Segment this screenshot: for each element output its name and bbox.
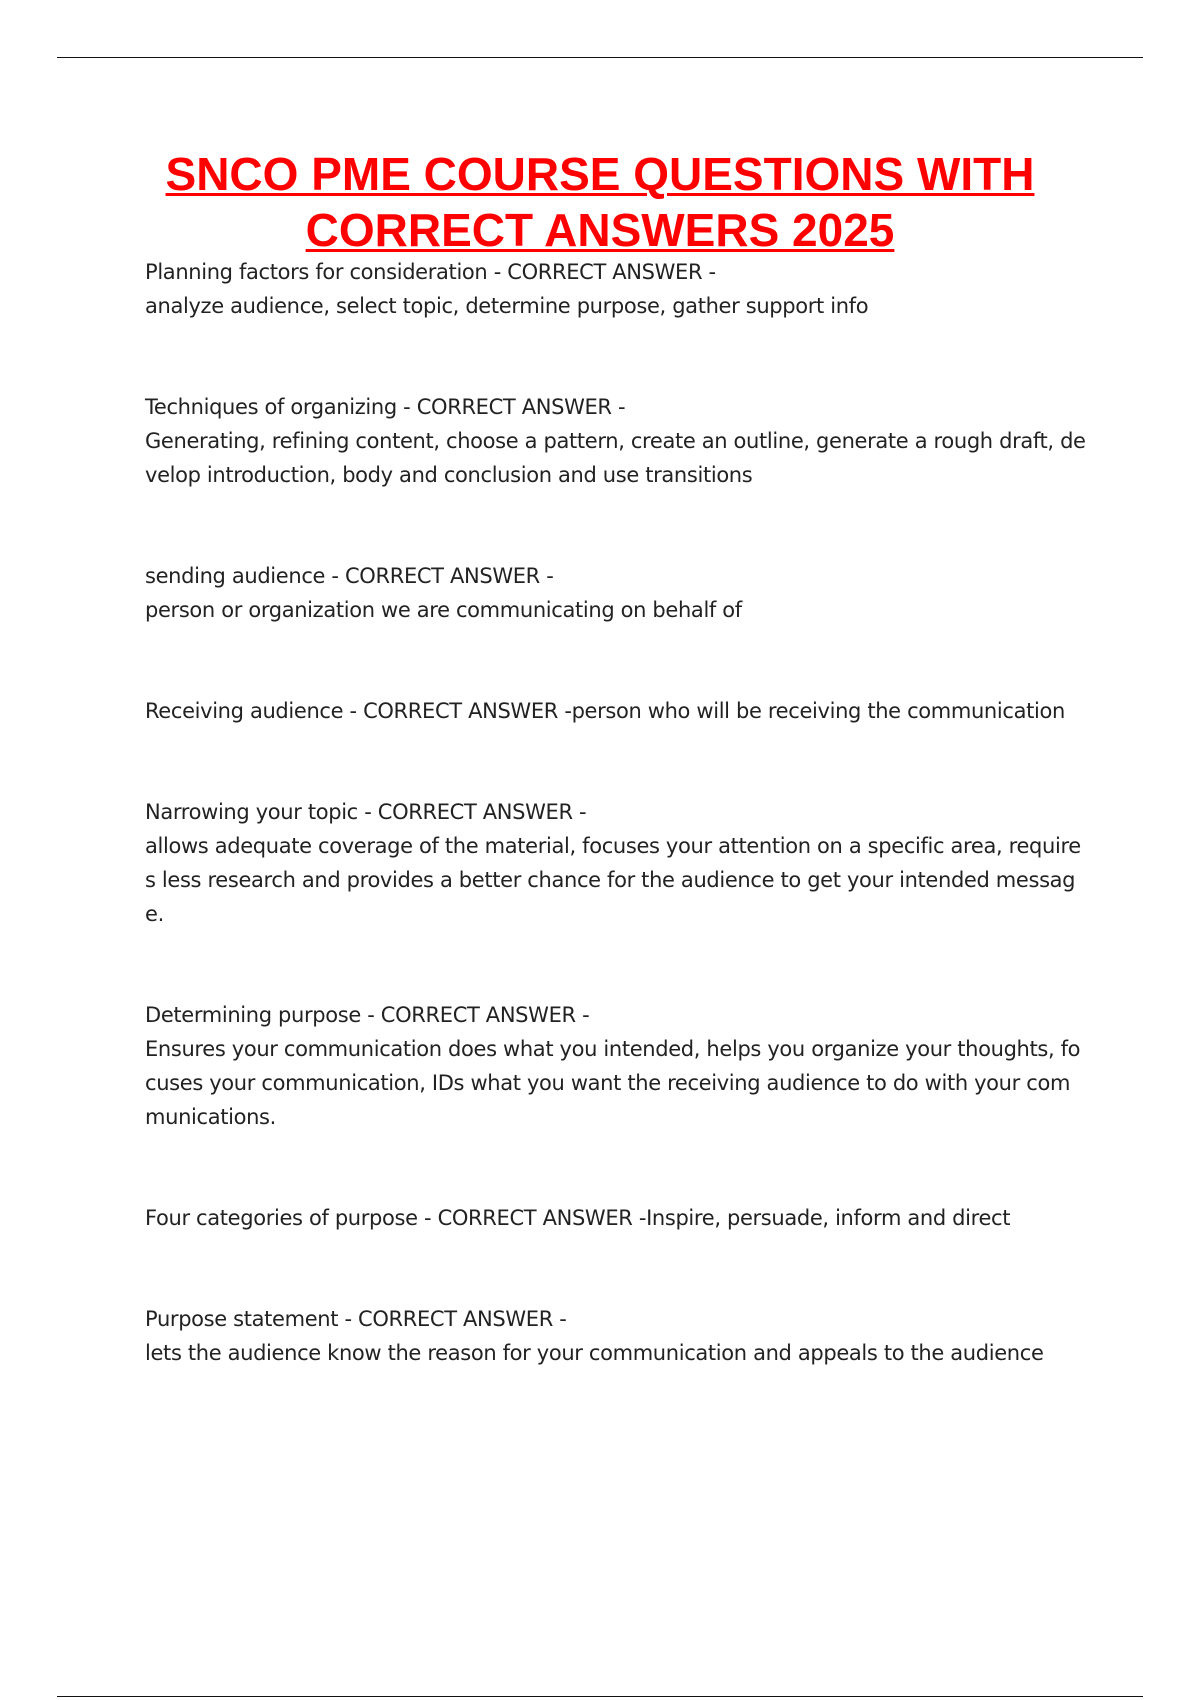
correct-answer-separator: - CORRECT ANSWER - — [325, 564, 554, 588]
qa-item — [145, 1201, 1090, 1235]
question-text: Purpose statement — [145, 1307, 339, 1331]
correct-answer-separator: - CORRECT ANSWER - — [343, 699, 572, 723]
qa-item — [145, 998, 1090, 1134]
document-title — [100, 146, 1100, 258]
answer-text: lets the audience know the reason for your communication and appeals to the audience — [145, 1341, 1044, 1365]
qa-item — [145, 795, 1090, 931]
question-text: Planning factors for consideration — [145, 260, 488, 284]
question-text: Four categories of purpose — [145, 1206, 418, 1230]
answer-text: Ensures your communication does what you intended, helps you organize your thoughts, focuses your communication, IDs what you want the receiving audience to do with your communications. — [145, 1037, 1081, 1129]
top-rule — [57, 57, 1143, 58]
correct-answer-separator: - CORRECT ANSWER - — [357, 800, 587, 824]
answer-text: analyze audience, select topic, determine purpose, gather support info — [145, 294, 869, 318]
qa-item — [145, 390, 1090, 492]
answer-text: allows adequate coverage of the material, focuses your attention on a specific area, requires less research and provides a better chance for the audience to get your intended message. — [145, 834, 1081, 926]
qa-list — [145, 255, 1090, 1437]
bottom-rule — [57, 1696, 1143, 1697]
question-text: sending audience — [145, 564, 326, 588]
answer-text: person who will be receiving the communication — [571, 699, 1065, 723]
qa-item — [145, 1302, 1090, 1370]
correct-answer-separator: - CORRECT ANSWER - — [417, 1206, 647, 1230]
answer-text: Generating, refining content, choose a pattern, create an outline, generate a rough draft, develop introduction, body and conclusion and use transitions — [145, 429, 1086, 487]
question-text: Narrowing your topic — [145, 800, 358, 824]
question-text: Techniques of organizing — [145, 395, 397, 419]
qa-item — [145, 255, 1090, 323]
title-line-2: CORRECT ANSWERS 2025 — [305, 204, 895, 256]
question-text: Determining purpose — [145, 1003, 361, 1027]
answer-text: person or organization we are communicating on behalf of — [145, 598, 742, 622]
title-line-1: SNCO PME COURSE QUESTIONS WITH — [165, 148, 1035, 200]
qa-item — [145, 559, 1090, 627]
correct-answer-separator: - CORRECT ANSWER - — [338, 1307, 567, 1331]
answer-text: Inspire, persuade, inform and direct — [646, 1206, 1011, 1230]
question-text: Receiving audience — [145, 699, 344, 723]
correct-answer-separator: - CORRECT ANSWER - — [487, 260, 716, 284]
correct-answer-separator: - CORRECT ANSWER - — [396, 395, 626, 419]
correct-answer-separator: - CORRECT ANSWER - — [360, 1003, 590, 1027]
qa-item — [145, 694, 1090, 728]
